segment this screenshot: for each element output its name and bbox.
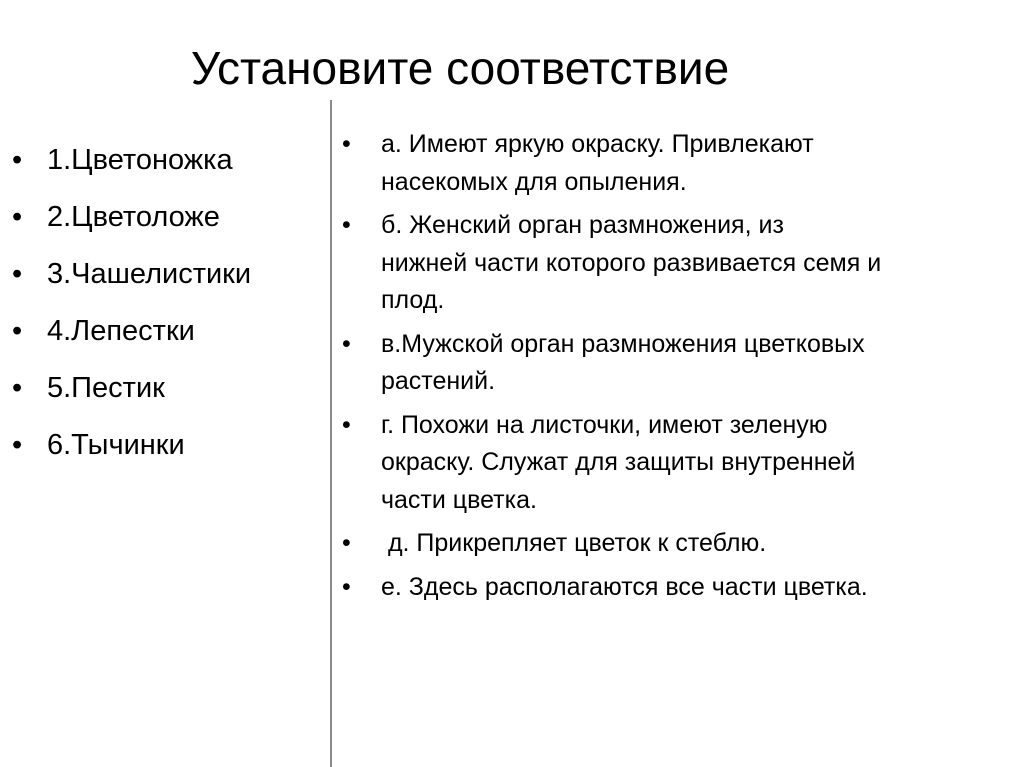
bullet-icon: • [12, 258, 23, 290]
term-item [12, 423, 251, 480]
definition-line: б. Женский орган размножения, из [381, 211, 784, 239]
term-item [12, 195, 251, 252]
definition-item [342, 326, 881, 401]
bullet-icon: • [342, 329, 351, 358]
term-item [12, 138, 251, 195]
column-divider [330, 100, 332, 767]
definition-item [342, 407, 881, 520]
definition-line: е. Здесь располагаются все части цветка. [381, 572, 868, 601]
term-label: 4.Лепестки [47, 315, 195, 347]
definition-line: окраску. Служат для защиты внутренней [381, 448, 856, 476]
definition-line: насекомых для опыления. [381, 167, 687, 196]
definition-item [342, 207, 881, 320]
definition-item [342, 525, 881, 563]
bullet-icon: • [342, 410, 351, 439]
definition-line: г. Похожи на листочки, имеют зеленую [381, 410, 828, 439]
bullet-icon: • [12, 372, 23, 404]
terms-list [12, 138, 251, 480]
bullet-icon: • [342, 572, 351, 601]
term-item [12, 366, 251, 423]
term-label: 5.Пестик [47, 372, 165, 404]
bullet-icon: • [12, 144, 23, 176]
term-label: 3.Чашелистики [47, 258, 252, 290]
bullet-icon: • [12, 429, 23, 461]
bullet-icon: • [342, 529, 351, 557]
definition-line: части цветка. [381, 485, 537, 514]
bullet-icon: • [342, 211, 351, 239]
term-item [12, 252, 251, 309]
definition-line: плод. [381, 286, 445, 314]
bullet-icon: • [342, 130, 351, 158]
definition-line: нижней части которого развивается семя и [381, 248, 882, 277]
definition-line: д. Прикрепляет цветок к стеблю. [381, 529, 767, 557]
bullet-icon: • [12, 315, 23, 347]
definition-item [342, 126, 881, 201]
term-item [12, 309, 251, 366]
slide-title: Установите соответствие [190, 42, 730, 94]
term-label: 1.Цветоножка [47, 144, 233, 176]
term-label: 6.Тычинки [47, 429, 185, 461]
definition-line: в.Мужской орган размножения цветковых [381, 329, 865, 358]
definition-item [342, 569, 881, 607]
bullet-icon: • [12, 201, 23, 233]
definition-line: растений. [381, 367, 496, 395]
definitions-list [342, 126, 881, 612]
definition-line: а. Имеют яркую окраску. Привлекают [381, 130, 814, 158]
term-label: 2.Цветоложе [47, 201, 220, 233]
